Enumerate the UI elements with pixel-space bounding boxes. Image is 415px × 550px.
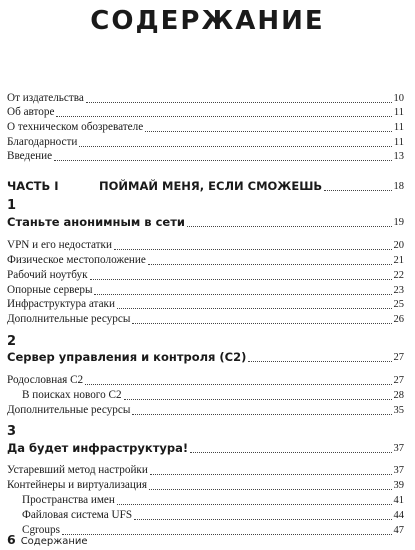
toc-row[interactable] bbox=[7, 253, 404, 268]
dot-leader bbox=[85, 384, 391, 385]
toc-page-number: 11 bbox=[393, 137, 404, 148]
toc-label: О техническом обозревателе bbox=[7, 121, 144, 133]
toc-label: Родословная C2 bbox=[7, 374, 84, 386]
dot-leader bbox=[132, 414, 391, 415]
footer-page-number: 6 bbox=[7, 532, 16, 547]
footer-section: Содержание bbox=[20, 536, 88, 547]
toc-page-number: 21 bbox=[393, 255, 404, 266]
toc-label: В поисках нового C2 bbox=[22, 389, 122, 401]
page-footer bbox=[7, 533, 88, 549]
toc-row[interactable] bbox=[7, 105, 404, 120]
toc-label: Устаревший метод настройки bbox=[7, 464, 148, 476]
dot-leader bbox=[150, 474, 392, 475]
dot-leader bbox=[124, 399, 392, 400]
dot-leader bbox=[114, 249, 392, 250]
toc-page-number: 22 bbox=[393, 270, 404, 281]
toc-label: Контейнеры и виртуализация bbox=[7, 479, 148, 491]
chapter-number: 1 bbox=[7, 198, 17, 213]
toc-row[interactable] bbox=[7, 268, 404, 283]
chapter-number: 2 bbox=[7, 334, 17, 349]
toc-page-number: 20 bbox=[393, 240, 404, 251]
dot-leader bbox=[62, 534, 392, 535]
toc-label: Введение bbox=[7, 150, 53, 162]
toc-row[interactable] bbox=[7, 312, 404, 327]
toc-page-number: 11 bbox=[393, 107, 404, 118]
toc-page-number: 47 bbox=[393, 525, 404, 536]
toc-chapter-row[interactable] bbox=[7, 350, 404, 365]
toc-page-number: 39 bbox=[393, 480, 404, 491]
dot-leader bbox=[145, 131, 392, 132]
dot-leader bbox=[117, 504, 392, 505]
toc-chapter-row[interactable] bbox=[7, 215, 404, 230]
part-title: ПОЙМАЙ МЕНЯ, ЕСЛИ СМОЖЕШЬ bbox=[99, 179, 323, 193]
toc-row[interactable] bbox=[7, 238, 404, 253]
toc-part-row[interactable] bbox=[7, 179, 404, 194]
toc-label: Станьте анонимным в сети bbox=[7, 215, 185, 229]
dot-leader bbox=[190, 452, 391, 453]
toc-label: VPN и его недостатки bbox=[7, 239, 112, 251]
toc-label: Сервер управления и контроля (C2) bbox=[7, 350, 247, 364]
part-label: ЧАСТЬ I bbox=[7, 179, 59, 193]
toc-label: От издательства bbox=[7, 92, 84, 104]
toc-page-number: 10 bbox=[393, 93, 404, 104]
toc-row[interactable] bbox=[7, 283, 404, 298]
toc-page-number: 35 bbox=[393, 405, 404, 416]
toc-label: Да будет инфраструктура! bbox=[7, 441, 189, 455]
page-title: СОДЕРЖАНИЕ bbox=[90, 6, 325, 36]
toc-row[interactable] bbox=[7, 463, 404, 478]
dot-leader bbox=[90, 279, 392, 280]
dot-leader bbox=[132, 323, 391, 324]
toc-label: Инфраструктура атаки bbox=[7, 298, 115, 310]
dot-leader bbox=[94, 294, 391, 295]
toc-page-number: 25 bbox=[393, 299, 404, 310]
dot-leader bbox=[79, 146, 392, 147]
toc-page-number: 19 bbox=[393, 217, 404, 228]
dot-leader bbox=[134, 519, 391, 520]
toc-page-number: 37 bbox=[393, 465, 404, 476]
dot-leader bbox=[117, 308, 392, 309]
toc-row[interactable] bbox=[22, 508, 404, 523]
toc-label: Дополнительные ресурсы bbox=[7, 404, 131, 416]
toc-label: Опорные серверы bbox=[7, 284, 93, 296]
toc-row[interactable] bbox=[7, 120, 404, 135]
toc-row[interactable] bbox=[7, 478, 404, 493]
toc-row[interactable] bbox=[22, 493, 404, 508]
toc-label: Пространства имен bbox=[22, 494, 115, 506]
toc-page-number: 27 bbox=[393, 352, 404, 363]
toc-page-number: 28 bbox=[393, 390, 404, 401]
toc-page-number: 13 bbox=[393, 151, 404, 162]
toc-row[interactable] bbox=[22, 388, 404, 403]
toc-label: Физическое местоположение bbox=[7, 254, 146, 266]
dot-leader bbox=[149, 489, 391, 490]
toc-page-number: 23 bbox=[393, 285, 404, 296]
dot-leader bbox=[148, 264, 392, 265]
dot-leader bbox=[187, 226, 392, 227]
toc-label: Благодарности bbox=[7, 136, 78, 148]
toc-label: Файловая система UFS bbox=[22, 509, 133, 521]
toc-page-number: 37 bbox=[393, 443, 404, 454]
toc-label: Об авторе bbox=[7, 106, 55, 118]
dot-leader bbox=[86, 102, 392, 103]
toc-row[interactable] bbox=[7, 135, 404, 150]
toc-chapter-row[interactable] bbox=[7, 441, 404, 456]
toc-page-number: 26 bbox=[393, 314, 404, 325]
toc-page-number: 18 bbox=[393, 181, 404, 192]
toc-label: Дополнительные ресурсы bbox=[7, 313, 131, 325]
toc-row[interactable] bbox=[7, 91, 404, 106]
toc-page-number: 41 bbox=[393, 495, 404, 506]
toc-page-number: 27 bbox=[393, 375, 404, 386]
toc-label bbox=[7, 179, 322, 194]
toc-row[interactable] bbox=[7, 403, 404, 418]
toc-row[interactable] bbox=[7, 149, 404, 164]
toc-page-number: 11 bbox=[393, 122, 404, 133]
chapter-number: 3 bbox=[7, 424, 17, 439]
toc-label: Cgroups bbox=[22, 524, 60, 536]
toc-row[interactable] bbox=[7, 297, 404, 312]
dot-leader bbox=[56, 116, 391, 117]
dot-leader bbox=[324, 190, 391, 191]
dot-leader bbox=[248, 361, 391, 362]
toc-row[interactable] bbox=[7, 373, 404, 388]
toc-page-number: 44 bbox=[393, 510, 404, 521]
toc-label: Рабочий ноутбук bbox=[7, 269, 88, 281]
dot-leader bbox=[54, 160, 391, 161]
